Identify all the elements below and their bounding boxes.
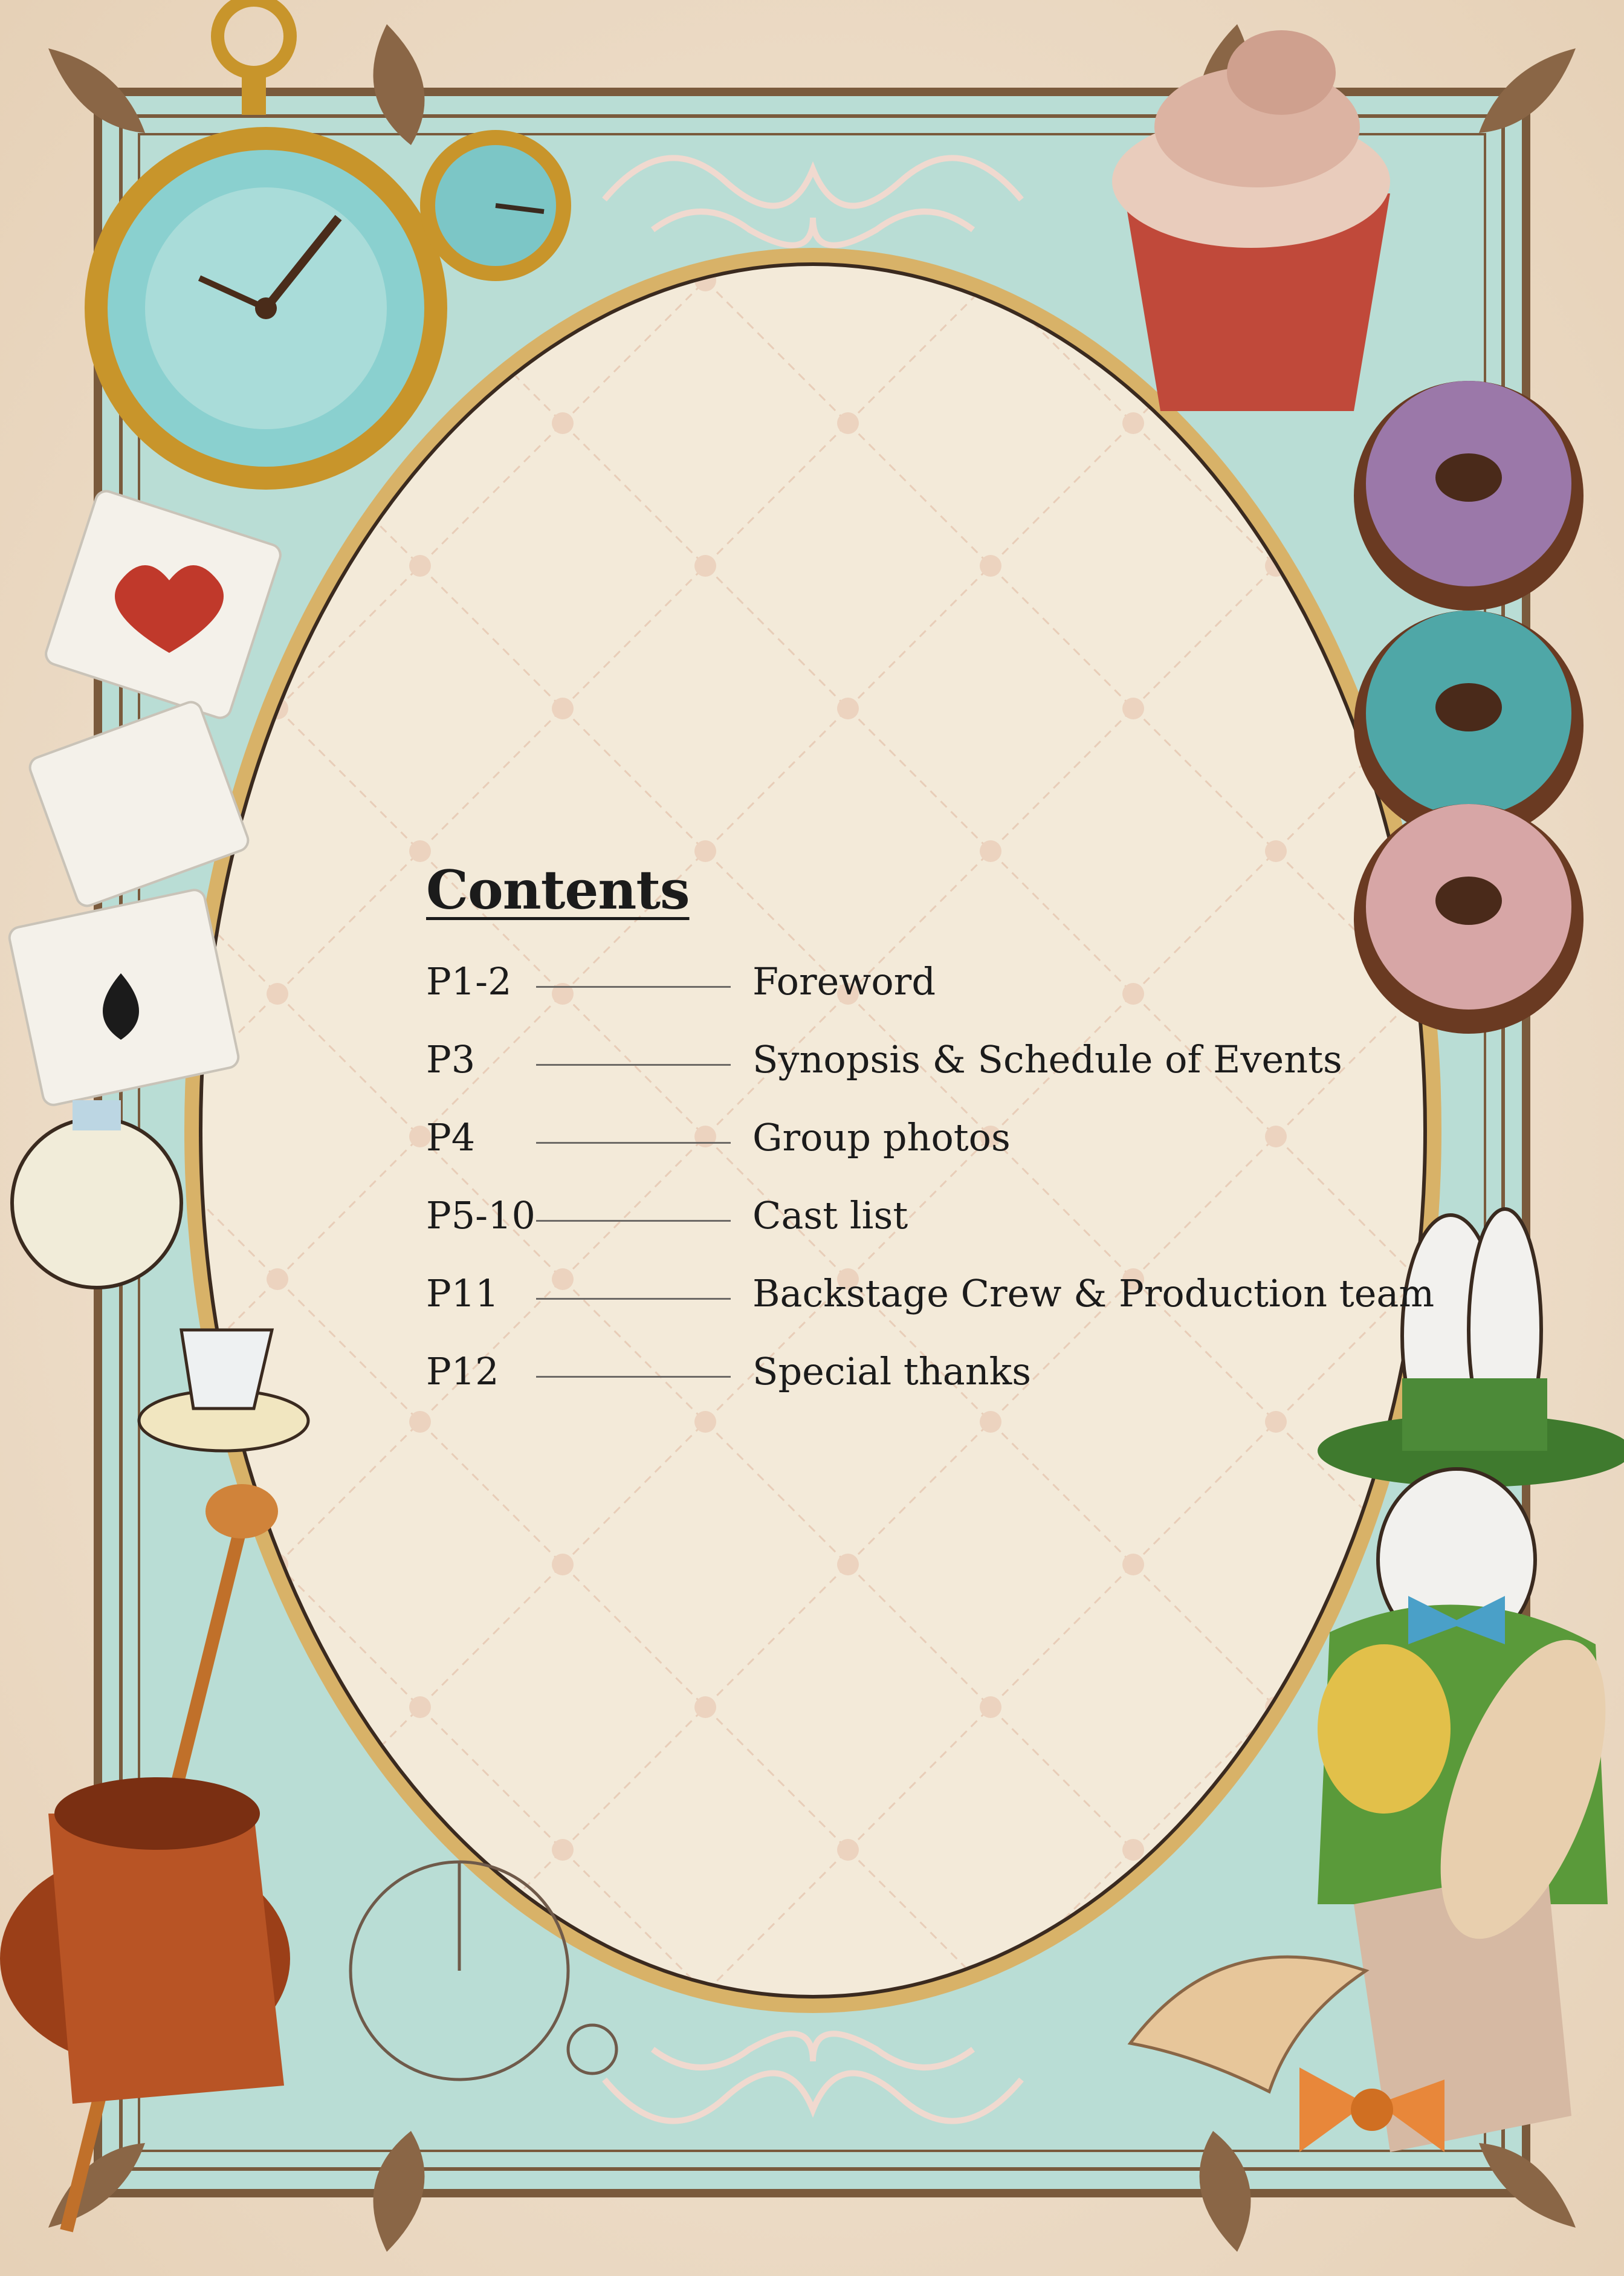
toc-entry xyxy=(426,1191,1423,1269)
toc-leader-line xyxy=(536,986,731,988)
toc-page-number: P11 xyxy=(426,1271,499,1315)
toc-section-title: Foreword xyxy=(752,959,936,1003)
small-pocket-watch-icon xyxy=(420,130,571,281)
contents-heading: Contents xyxy=(426,858,690,921)
toc-page-number: P3 xyxy=(426,1037,476,1081)
toc-section-title: Backstage Crew & Production team xyxy=(752,1271,1435,1315)
table-of-contents xyxy=(426,858,1435,1425)
toc-section-title: Special thanks xyxy=(752,1349,1032,1393)
toc-page-number: P12 xyxy=(426,1349,499,1393)
toc-leader-line xyxy=(536,1298,731,1300)
toc-leader-line xyxy=(536,1142,731,1144)
toc-leader-line xyxy=(536,1220,731,1222)
toc-entry xyxy=(426,958,1423,1036)
toc-page-number: P5-10 xyxy=(426,1193,536,1237)
toc-page-number: P1-2 xyxy=(426,959,512,1003)
toc-entry xyxy=(426,1036,1423,1114)
toc-section-title: Group photos xyxy=(752,1115,1011,1159)
toc-leader-line xyxy=(536,1064,731,1066)
toc-entry xyxy=(426,1347,1423,1425)
toc-page-number: P4 xyxy=(426,1115,476,1159)
toc-section-title: Cast list xyxy=(752,1193,908,1237)
toc-leader-line xyxy=(536,1376,731,1378)
toc-entry xyxy=(426,1269,1435,1347)
toc-list xyxy=(426,958,1435,1425)
toc-section-title: Synopsis & Schedule of Events xyxy=(752,1037,1342,1081)
toc-entry xyxy=(426,1114,1423,1191)
